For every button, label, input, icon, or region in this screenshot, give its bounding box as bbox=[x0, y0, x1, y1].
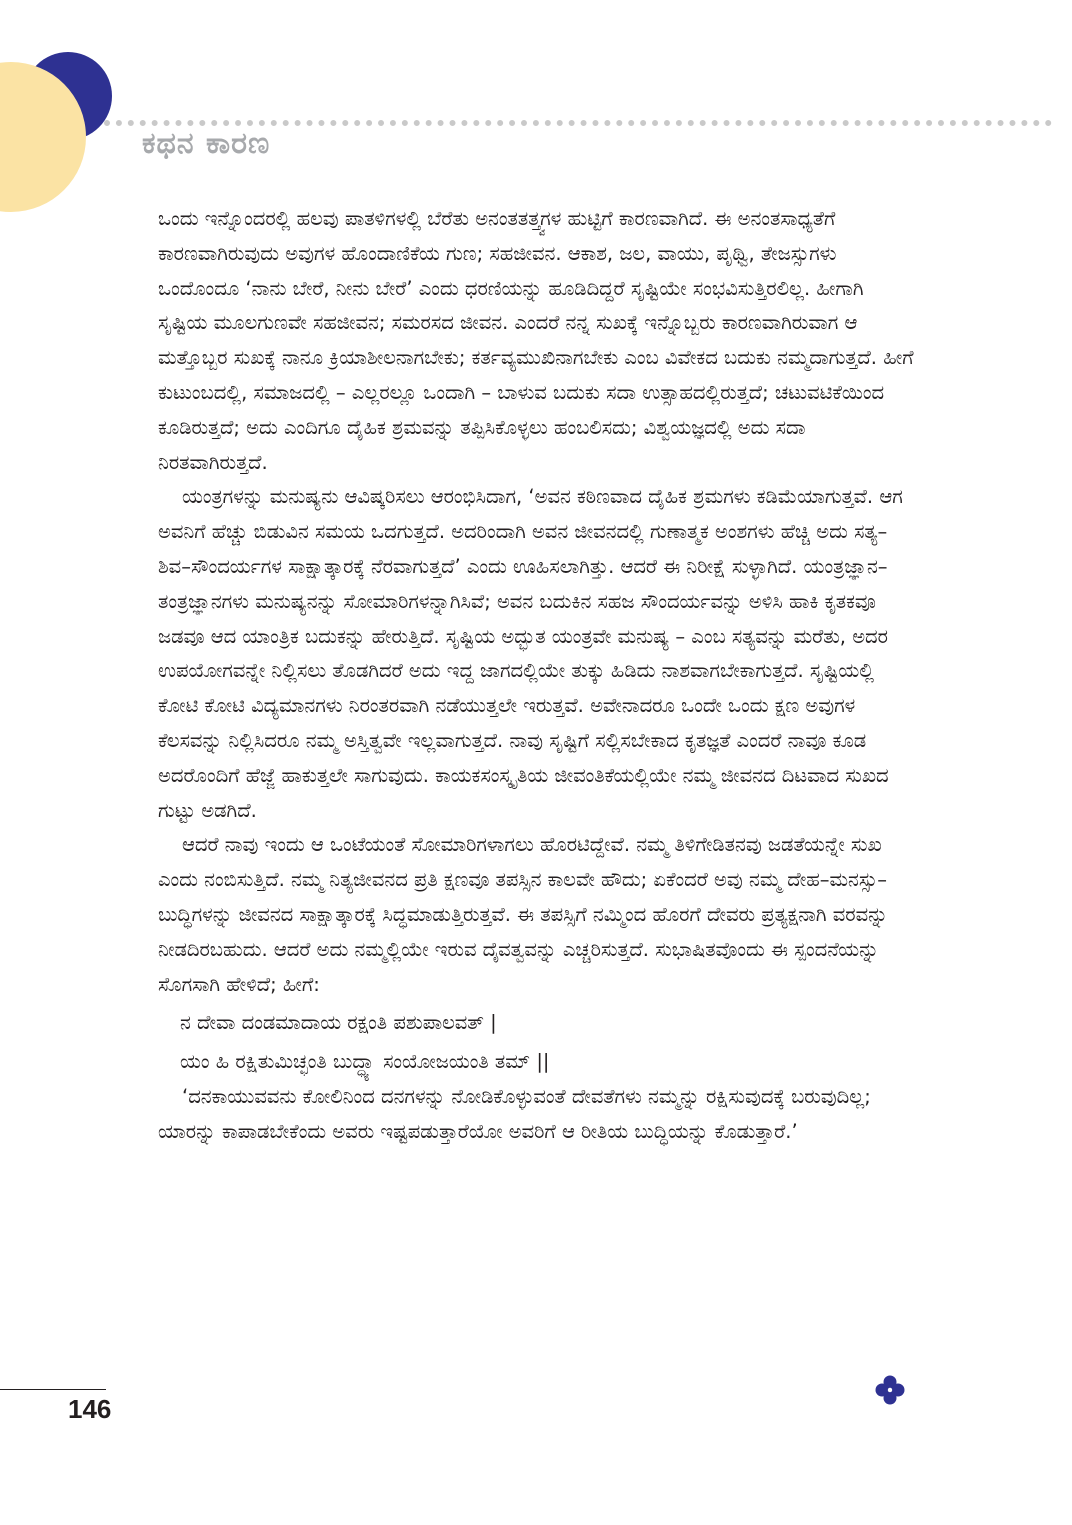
body-text bbox=[158, 202, 918, 1150]
four-petal-flower-icon bbox=[874, 1374, 906, 1406]
paragraph-3: ಆದರೆ ನಾವು ಇಂದು ಆ ಒಂಟೆಯಂತೆ ಸೋಮಾರಿಗಳಾಗಲು ಹೊರಟಿದ್ದೇವೆ. ನಮ್ಮ ತಿಳಿಗೇಡಿತನವು ಜಡತೆಯನ್ನೇ ಸುಖ ಎಂದು ನಂಬಿಸುತ್ತಿದೆ. ನಮ್ಮ ನಿತ್ಯಜೀವನದ ಪ್ರತಿ ಕ್ಷಣವೂ ತಪಸ್ಸಿನ ಕಾಲವೇ ಹೌದು; ಏಕೆಂದರೆ ಅವು ನಮ್ಮ ದೇಹ–ಮನಸ್ಸು–ಬುದ್ಧಿಗಳನ್ನು ಜೀವನದ ಸಾಕ್ಷಾತ್ಕಾರಕ್ಕೆ ಸಿದ್ಧಮಾಡುತ್ತಿರುತ್ತವೆ. ಈ ತಪಸ್ಸಿಗೆ ನಮ್ಮಿಂದ ಹೊರಗೆ ದೇವರು ಪ್ರತ್ಯಕ್ಷನಾಗಿ ವರವನ್ನು ನೀಡದಿರಬಹುದು. ಆದರೆ ಅದು ನಮ್ಮಲ್ಲಿಯೇ ಇರುವ ದೈವತ್ವವನ್ನು ಎಚ್ಚರಿಸುತ್ತದೆ. ಸುಭಾಷಿತವೊಂದು ಈ ಸ್ಪಂದನೆಯನ್ನು ಸೊಗಸಾಗಿ ಹೇಳಿದೆ; ಹೀಗೆ: bbox=[158, 833, 888, 996]
paragraph-1: ಒಂದು ಇನ್ನೊಂದರಲ್ಲಿ ಹಲವು ಪಾತಳಿಗಳಲ್ಲಿ ಬೆರೆತು ಅನಂತತತ್ತ್ವಗಳ ಹುಟ್ಟಿಗೆ ಕಾರಣವಾಗಿದೆ. ಈ ಅನಂತಸಾಧ್ಯತೆಗೆ ಕಾರಣವಾಗಿರುವುದು ಅವುಗಳ ಹೊಂದಾಣಿಕೆಯ ಗುಣ; ಸಹಜೀವನ. ಆಕಾಶ, ಜಲ, ವಾಯು, ಪೃಥ್ವಿ, ತೇಜಸ್ಸುಗಳು ಒಂದೊಂದೂ ‘ನಾನು ಬೇರೆ, ನೀನು ಬೇರೆ’ ಎಂದು ಧರಣಿಯನ್ನು ಹೂಡಿದಿದ್ದರೆ ಸೃಷ್ಟಿಯೇ ಸಂಭವಿಸುತ್ತಿರಲಿಲ್ಲ. ಹೀಗಾಗಿ ಸೃಷ್ಟಿಯ ಮೂಲಗುಣವೇ ಸಹಜೀವನ; ಸಮರಸದ ಜೀವನ. ಎಂದರೆ ನನ್ನ ಸುಖಕ್ಕೆ ಇನ್ನೊಬ್ಬರು ಕಾರಣವಾಗಿರುವಾಗ ಆ ಮತ್ತೊಬ್ಬರ ಸುಖಕ್ಕೆ ನಾನೂ ಕ್ರಿಯಾಶೀಲನಾಗಬೇಕು; ಕರ್ತವ್ಯಮುಖಿನಾಗಬೇಕು ಎಂಬ ವಿವೇಕದ ಬದುಕು ನಮ್ಮದಾಗುತ್ತದೆ. ಹೀಗೆ ಕುಟುಂಬದಲ್ಲಿ, ಸಮಾಜದಲ್ಲಿ – ಎಲ್ಲರಲ್ಲೂ ಒಂದಾಗಿ – ಬಾಳುವ ಬದುಕು ಸದಾ ಉತ್ಸಾಹದಲ್ಲಿರುತ್ತದೆ; ಚಟುವಟಿಕೆಯಿಂದ ಕೂಡಿರುತ್ತದೆ; ಅದು ಎಂದಿಗೂ ದೈಹಿಕ ಶ್ರಮವನ್ನು ತಪ್ಪಿಸಿಕೊಳ್ಳಲು ಹಂಬಲಿಸದು; ವಿಶ್ವಯಜ್ಞದಲ್ಲಿ ಅದು ಸದಾ ನಿರತವಾಗಿರುತ್ತದೆ. bbox=[158, 207, 914, 474]
sanskrit-verse-line-1: ನ ದೇವಾ ದಂಡಮಾದಾಯ ರಕ್ಷಂತಿ ಪಶುಪಾಲವತ್ | bbox=[180, 1011, 497, 1035]
page-number: 146 bbox=[68, 1394, 112, 1424]
paragraph-2: ಯಂತ್ರಗಳನ್ನು ಮನುಷ್ಯನು ಆವಿಷ್ಕರಿಸಲು ಆರಂಭಿಸಿದಾಗ, ‘ಅವನ ಕಠಿಣವಾದ ದೈಹಿಕ ಶ್ರಮಗಳು ಕಡಿಮೆಯಾಗುತ್ತವೆ. ಆಗ ಅವನಿಗೆ ಹೆಚ್ಚು ಬಿಡುವಿನ ಸಮಯ ಒದಗುತ್ತದೆ. ಅದರಿಂದಾಗಿ ಅವನ ಜೀವನದಲ್ಲಿ ಗುಣಾತ್ಮಕ ಅಂಶಗಳು ಹೆಚ್ಚಿ ಅದು ಸತ್ಯ–ಶಿವ–ಸೌಂದರ್ಯಗಳ ಸಾಕ್ಷಾತ್ಕಾರಕ್ಕೆ ನೆರವಾಗುತ್ತದೆ’ ಎಂದು ಊಹಿಸಲಾಗಿತ್ತು. ಆದರೆ ಈ ನಿರೀಕ್ಷೆ ಸುಳ್ಳಾಗಿದೆ. ಯಂತ್ರಜ್ಞಾನ–ತಂತ್ರಜ್ಞಾನಗಳು ಮನುಷ್ಯನನ್ನು ಸೋಮಾರಿಗಳನ್ನಾಗಿಸಿವೆ; ಅವನ ಬದುಕಿನ ಸಹಜ ಸೌಂದರ್ಯವನ್ನು ಅಳಿಸಿ ಹಾಕಿ ಕೃತಕವೂ ಜಡವೂ ಆದ ಯಾಂತ್ರಿಕ ಬದುಕನ್ನು ಹೇರುತ್ತಿದೆ. ಸೃಷ್ಟಿಯ ಅದ್ಭುತ ಯಂತ್ರವೇ ಮನುಷ್ಯ – ಎಂಬ ಸತ್ಯವನ್ನು ಮರೆತು, ಅದರ ಉಪಯೋಗವನ್ನೇ ನಿಲ್ಲಿಸಲು ತೊಡಗಿದರೆ ಅದು ಇದ್ದ ಜಾಗದಲ್ಲಿಯೇ ತುಕ್ಕು ಹಿಡಿದು ನಾಶವಾಗಬೇಕಾಗುತ್ತದೆ. ಸೃಷ್ಟಿಯಲ್ಲಿ ಕೋಟಿ ಕೋಟಿ ವಿದ್ಯಮಾನಗಳು ನಿರಂತರವಾಗಿ ನಡೆಯುತ್ತಲೇ ಇರುತ್ತವೆ. ಅವೇನಾದರೂ ಒಂದೇ ಒಂದು ಕ್ಷಣ ಅವುಗಳ ಕೆಲಸವನ್ನು ನಿಲ್ಲಿಸಿದರೂ ನಮ್ಮ ಅಸ್ತಿತ್ವವೇ ಇಲ್ಲವಾಗುತ್ತದೆ. ನಾವು ಸೃಷ್ಟಿಗೆ ಸಲ್ಲಿಸಬೇಕಾದ ಕೃತಜ್ಞತೆ ಎಂದರೆ ನಾವೂ ಕೂಡ ಅದರೊಂದಿಗೆ ಹೆಜ್ಜೆ ಹಾಕುತ್ತಲೇ ಸಾಗುವುದು. ಕಾಯಕಸಂಸ್ಕೃತಿಯ ಜೀವಂತಿಕೆಯಲ್ಲಿಯೇ ನಮ್ಮ ಜೀವನದ ದಿಟವಾದ ಸುಖದ ಗುಟ್ಟು ಅಡಗಿದೆ. bbox=[158, 485, 903, 822]
footer-rule bbox=[0, 1389, 106, 1390]
sanskrit-verse-line-2: ಯಂ ಹಿ ರಕ್ಷಿತುಮಿಚ್ಛಂತಿ ಬುದ್ಧ್ಯಾ ಸಂಯೋಜಯಂತಿ ತಮ್ || bbox=[180, 1050, 550, 1074]
verse-translation: ‘ದನಕಾಯುವವನು ಕೋಲಿನಿಂದ ದನಗಳನ್ನು ನೋಡಿಕೊಳ್ಳುವಂತೆ ದೇವತೆಗಳು ನಮ್ಮನ್ನು ರಕ್ಷಿಸುವುದಕ್ಕೆ ಬರುವುದಿಲ್ಲ; ಯಾರನ್ನು ಕಾಪಾಡಬೇಕೆಂದು ಅವರು ಇಷ್ಟಪಡುತ್ತಾರೆಯೋ ಅವರಿಗೆ ಆ ರೀತಿಯ ಬುದ್ಧಿಯನ್ನು ಕೊಡುತ್ತಾರೆ.’ bbox=[158, 1084, 871, 1143]
running-header-title: ಕಥನ ಕಾರಣ bbox=[142, 126, 271, 161]
